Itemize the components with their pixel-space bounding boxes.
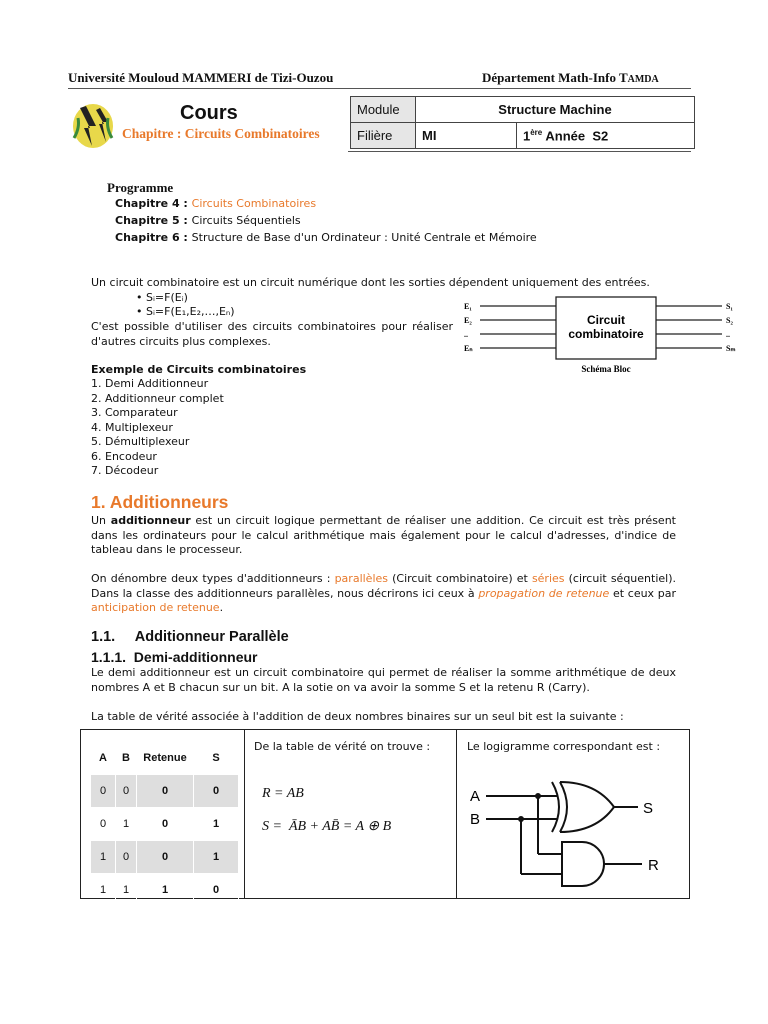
title-block-rule bbox=[348, 151, 691, 152]
programme-item-4 bbox=[115, 197, 316, 210]
para2-a: On dénombre deux types d'additionneurs : bbox=[91, 572, 335, 585]
para2-b: parallèles bbox=[334, 572, 388, 585]
university-logo bbox=[70, 98, 116, 150]
programme-item-6 bbox=[115, 231, 537, 244]
section111-para1: Le demi additionneur est un circuit combinatoire qui permet de réaliser la somme arithmétique de deux nombres A et B chacun sur un bit. A la sotie on va avoir la somme S et la retenu R (Carry). bbox=[91, 666, 676, 694]
equation-r: R = AB bbox=[262, 786, 304, 801]
truth-cell: 0 bbox=[116, 841, 137, 874]
programme-title: Programme bbox=[107, 180, 174, 195]
para2-f: propagation de retenue bbox=[478, 586, 610, 600]
equation-s: S = ĀB + AB̄ = A ⊕ B bbox=[262, 819, 392, 834]
examples-item: 7. Décodeur bbox=[91, 464, 159, 477]
filiere-label: Filière bbox=[351, 123, 416, 149]
section11-title: 1.1. Additionneur Parallèle bbox=[91, 629, 289, 645]
junction-dot bbox=[535, 793, 541, 799]
section1-para1-bold: additionneur bbox=[110, 514, 191, 527]
section1-para1 bbox=[91, 514, 676, 558]
para2-g: et ceux par bbox=[609, 586, 677, 600]
para2-i: . bbox=[219, 601, 224, 614]
schema-box-line2: combinatoire bbox=[568, 327, 644, 341]
annee-num: 1 bbox=[523, 128, 531, 144]
programme-item-5 bbox=[115, 214, 301, 227]
programme-item-text: Circuits Séquentiels bbox=[191, 214, 301, 227]
truth-cell: 0 bbox=[194, 775, 239, 808]
course-info-table bbox=[350, 96, 695, 149]
schema-caption: Schéma Bloc bbox=[581, 364, 631, 374]
schema-output-label: S₁ bbox=[726, 302, 733, 311]
truth-cell: 0 bbox=[137, 808, 194, 841]
intro-definition: Un circuit combinatoire est un circuit numérique dont les sorties dépendent uniquement des entrées. bbox=[91, 276, 650, 289]
examples-title: Exemple de Circuits combinatoires bbox=[91, 363, 307, 376]
truth-header: B bbox=[116, 742, 137, 775]
output-r-label: R bbox=[648, 857, 659, 874]
module-value: Structure Machine bbox=[416, 97, 695, 123]
para2-h: anticipation de retenue bbox=[91, 601, 220, 614]
section1-para1-pre: Un bbox=[91, 514, 111, 527]
para2-c: (Circuit combinatoire) et bbox=[388, 572, 532, 585]
intro-complex: C'est possible d'utiliser des circuits combinatoires pour réaliser d'autres circuits plus complexes. bbox=[91, 320, 453, 348]
university-name: Université Mouloud MAMMERI de Tizi-Ouzou bbox=[68, 70, 334, 85]
output-s-label: S bbox=[643, 800, 654, 817]
truth-cell: 1 bbox=[137, 874, 194, 907]
chapitre-title: Chapitre : Circuits Combinatoires bbox=[122, 126, 320, 141]
truth-cell: 1 bbox=[116, 808, 137, 841]
junction-dot bbox=[518, 816, 524, 822]
section111-para2: La table de vérité associée à l'addition de deux nombres binaires sur un seul bit est la suivante : bbox=[91, 710, 624, 723]
department-main: Département Math-Info T bbox=[482, 70, 628, 85]
programme-item-label: Chapitre 6 : bbox=[115, 231, 192, 244]
module-label: Module bbox=[351, 97, 416, 123]
column-divider bbox=[244, 729, 245, 899]
intro-bullet-2: • Sᵢ=F(E₁,E₂,…,Eₙ) bbox=[136, 305, 235, 318]
para2-d: séries bbox=[531, 572, 565, 585]
intro-bullet-1: • Sᵢ=F(Eᵢ) bbox=[136, 291, 188, 304]
section111-title: 1.1.1. Demi-additionneur bbox=[91, 649, 258, 665]
cours-title: Cours bbox=[180, 102, 238, 124]
schema-input-label: E₁ bbox=[464, 302, 472, 311]
truth-cell: 1 bbox=[91, 841, 116, 874]
department-name bbox=[482, 70, 659, 86]
schema-bloc-diagram bbox=[460, 292, 744, 378]
schema-input-label: Eₙ bbox=[464, 344, 473, 353]
truth-header: Retenue bbox=[137, 742, 194, 775]
truth-cell: 0 bbox=[91, 808, 116, 841]
truth-cell: 0 bbox=[116, 775, 137, 808]
section1-para2 bbox=[91, 572, 676, 616]
input-a-label: A bbox=[470, 788, 481, 805]
truth-cell: 0 bbox=[91, 775, 116, 808]
annee-sup: ère bbox=[530, 127, 543, 137]
truth-cell: 1 bbox=[91, 874, 116, 907]
truth-header: A bbox=[91, 742, 116, 775]
programme-item-text: Circuits Combinatoires bbox=[191, 197, 317, 210]
schema-output-label: .. bbox=[726, 330, 730, 339]
input-b-label: B bbox=[470, 811, 481, 828]
column-divider bbox=[456, 729, 457, 899]
department-small: AMDA bbox=[627, 74, 659, 85]
schema-output-label: Sₘ bbox=[726, 344, 736, 353]
logigramme-intro: Le logigramme correspondant est : bbox=[467, 740, 661, 753]
equations-intro: De la table de vérité on trouve : bbox=[254, 740, 431, 753]
filiere-value: MI bbox=[416, 123, 517, 149]
header-rule bbox=[68, 88, 691, 89]
annee-value bbox=[517, 123, 695, 149]
examples-item: 3. Comparateur bbox=[91, 406, 178, 419]
truth-cell: 1 bbox=[116, 874, 137, 907]
truth-table bbox=[91, 742, 239, 907]
half-adder-logic-diagram bbox=[466, 770, 676, 888]
schema-input-label: .. bbox=[464, 330, 468, 339]
truth-cell: 0 bbox=[194, 874, 239, 907]
truth-cell: 1 bbox=[194, 841, 239, 874]
truth-header: S bbox=[194, 742, 239, 775]
truth-cell: 0 bbox=[137, 841, 194, 874]
truth-cell: 1 bbox=[194, 808, 239, 841]
examples-item: 2. Additionneur complet bbox=[91, 392, 224, 405]
examples-item: 4. Multiplexeur bbox=[91, 421, 173, 434]
examples-item: 6. Encodeur bbox=[91, 450, 157, 463]
annee-rest: Année S2 bbox=[542, 128, 609, 144]
para2-e: (circuit séquentiel). Dans la classe des additionneurs parallèles, nous décrirons ici ceux à bbox=[91, 572, 676, 600]
schema-box-line1: Circuit bbox=[586, 313, 626, 327]
schema-output-label: S₂ bbox=[726, 316, 733, 325]
programme-item-label: Chapitre 4 : bbox=[115, 197, 192, 210]
truth-cell: 0 bbox=[137, 775, 194, 808]
programme-item-label: Chapitre 5 : bbox=[115, 214, 192, 227]
schema-input-label: E₂ bbox=[464, 316, 472, 325]
section1-title: 1. Additionneurs bbox=[91, 492, 229, 512]
examples-item: 1. Demi Additionneur bbox=[91, 377, 209, 390]
section1-para1-post: est un circuit logique permettant de réaliser une addition. Ce circuit est très présent dans les ordinateurs pour le calcul arithmétique mais également pour le calcul d'adresses, d'indice de tableau dans le processeur. bbox=[91, 514, 676, 556]
examples-item: 5. Démultiplexeur bbox=[91, 435, 190, 448]
programme-item-text: Structure de Base d'un Ordinateur : Unité Centrale et Mémoire bbox=[191, 231, 537, 244]
